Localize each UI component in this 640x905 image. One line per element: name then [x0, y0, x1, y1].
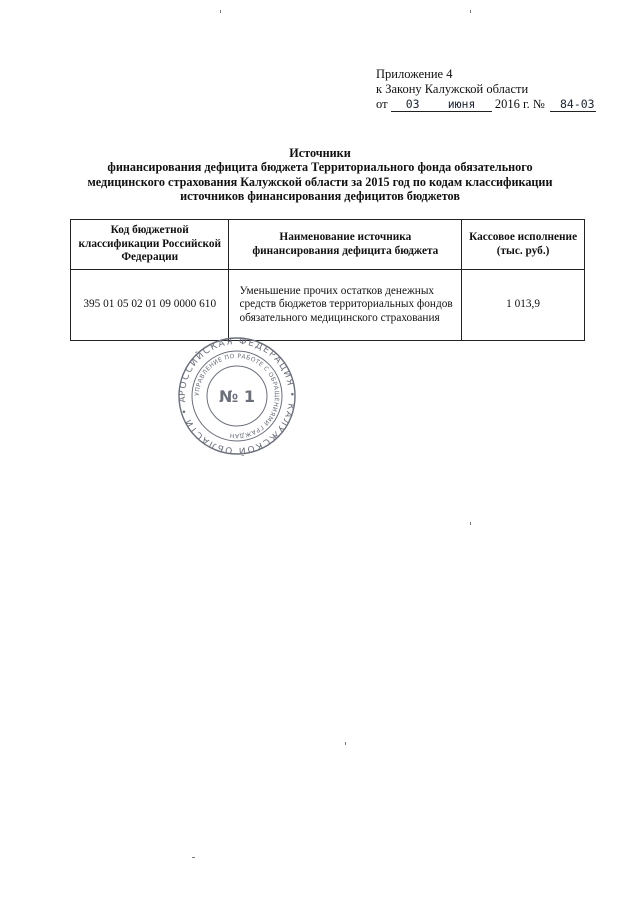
row-amount: 1 013,9 — [462, 270, 585, 341]
document-title — [60, 146, 580, 203]
stamp-seal-icon — [172, 336, 302, 456]
table-row — [71, 270, 585, 341]
title-line-1: Источники — [289, 146, 351, 160]
law-number: 84-03 — [550, 98, 596, 112]
row-code: 395 01 05 02 01 09 0000 610 — [71, 270, 229, 341]
header-code: Код бюджетной классификации Российской Федерации — [71, 220, 229, 270]
title-line-4: источников финансирования дефицитов бюджетов — [180, 188, 460, 203]
scan-speck — [470, 10, 471, 13]
scan-speck — [345, 742, 346, 745]
table-header-row — [71, 220, 585, 270]
date-month: июня — [437, 98, 492, 112]
date-day: 03 — [391, 98, 437, 112]
scan-speck — [220, 10, 221, 13]
header-name: Наименование источника финансирования дефицита бюджета — [229, 220, 462, 270]
title-line-3: медицинского страхования Калужской области за 2015 год по кодам классификации — [87, 174, 553, 189]
official-stamp — [172, 336, 302, 456]
svg-text:РОССИЙСКАЯ ФЕДЕРАЦИЯ • КАЛУЖСК: РОССИЙСКАЯ ФЕДЕРАЦИЯ • КАЛУЖСКОЙ ОБЛАСТИ • А — [177, 336, 297, 456]
date-prefix: от — [376, 97, 388, 111]
sources-table — [70, 219, 585, 341]
date-year: 2016 г. № — [494, 97, 545, 111]
appendix-date-line — [376, 97, 596, 112]
scan-speck — [192, 857, 195, 858]
header-amount: Кассовое исполнение (тыс. руб.) — [462, 220, 585, 270]
appendix-number: Приложение 4 — [376, 67, 453, 81]
svg-text:УПРАВЛЕНИЕ ПО РАБОТЕ С ОБРАЩЕН: УПРАВЛЕНИЕ ПО РАБОТЕ С ОБРАЩЕНИЯМИ ГРАЖДАН — [193, 352, 281, 440]
appendix-law: к Закону Калужской области — [376, 82, 529, 96]
appendix-block — [376, 67, 596, 112]
title-line-2: финансирования дефицита бюджета Территориального фонда обязательного — [107, 160, 533, 175]
row-name: Уменьшение прочих остатков денежных средств бюджетов территориальных фондов обязательного медицинского страхования — [229, 270, 462, 341]
scan-speck — [470, 522, 471, 525]
svg-text:№ 1: № 1 — [219, 387, 255, 406]
